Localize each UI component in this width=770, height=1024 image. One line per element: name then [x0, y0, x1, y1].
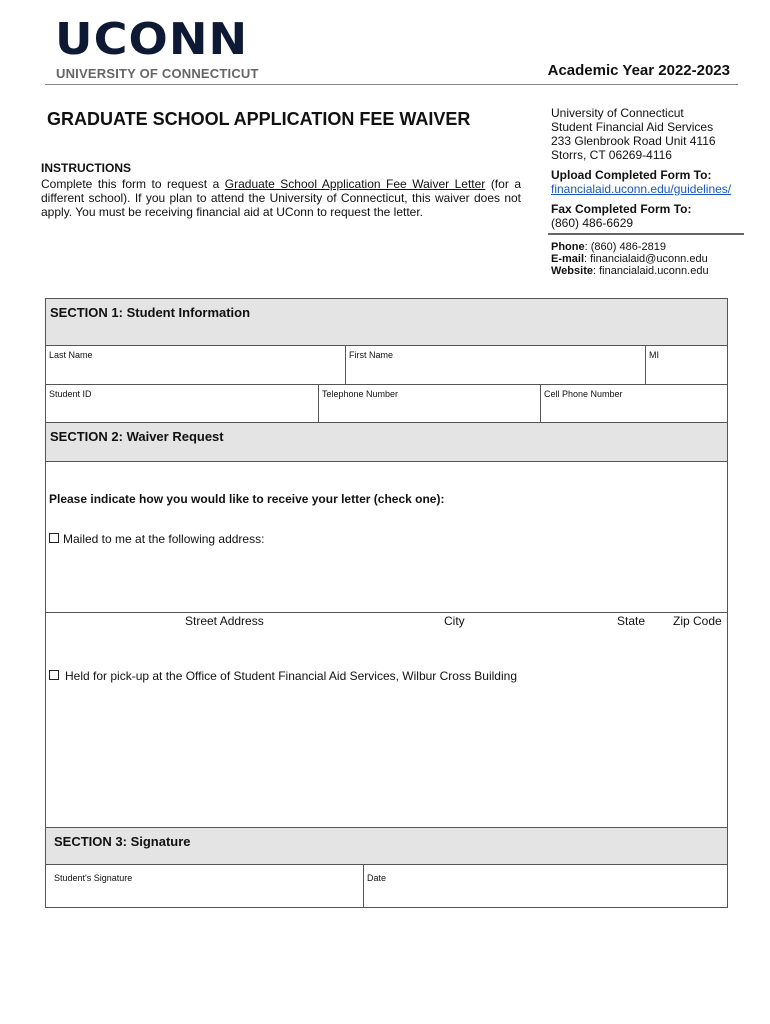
office-address	[551, 106, 731, 230]
address-line: Storrs, CT 06269-4116	[551, 148, 672, 162]
first-name-field[interactable]	[345, 345, 646, 385]
street-label: Street Address	[185, 614, 264, 628]
instr-text-2: (for a different school). If you plan to attend the University of Connecticut, this waiver does not apply. You must be receiving financial aid at UConn to request the letter.	[41, 177, 521, 219]
section3-title: SECTION 3: Signature	[54, 834, 191, 849]
fee-waiver-letter-link: Graduate School Application Fee Waiver Letter	[224, 177, 486, 191]
address-line: Student Financial Aid Services	[551, 120, 714, 134]
instr-text-1: Complete this form to request a	[41, 177, 225, 191]
contact-divider	[548, 233, 744, 235]
section2-header	[45, 422, 728, 462]
email-label: E-mail	[551, 253, 585, 265]
section3-header	[45, 827, 728, 865]
option-pickup-label: Held for pick-up at the Office of Student Financial Aid Services, Wilbur Cross Building	[65, 669, 517, 683]
field-label: Last Name	[49, 350, 93, 360]
phone-label: Phone	[551, 241, 585, 253]
fax-label: Fax Completed Form To:	[551, 202, 692, 216]
academic-year: Academic Year 2022-2023	[547, 62, 730, 79]
address-line: University of Connecticut	[551, 106, 684, 120]
field-label: Telephone Number	[322, 389, 399, 399]
page-title: GRADUATE SCHOOL APPLICATION FEE WAIVER	[47, 109, 471, 129]
option-mail[interactable]	[49, 532, 264, 546]
email: : financialaid@uconn.edu	[584, 253, 708, 265]
checkbox-icon[interactable]	[49, 533, 59, 543]
checkbox-icon[interactable]	[49, 670, 59, 680]
section1-header	[45, 298, 728, 346]
field-label: MI	[649, 350, 659, 360]
field-label: Student ID	[49, 389, 92, 399]
logo-subtitle: UNIVERSITY OF CONNECTICUT	[56, 66, 259, 81]
field-label: Cell Phone Number	[544, 389, 623, 399]
last-name-field[interactable]	[45, 345, 346, 385]
uconn-logo: UCONN	[55, 14, 249, 65]
date-field[interactable]	[363, 864, 728, 908]
header-divider	[45, 84, 738, 85]
student-id-field[interactable]	[45, 384, 319, 423]
cell-phone-field[interactable]	[540, 384, 728, 423]
option-mail-label: Mailed to me at the following address:	[63, 532, 265, 546]
website: : financialaid.uconn.edu	[592, 265, 709, 277]
instructions-text	[41, 177, 521, 219]
field-label: First Name	[349, 350, 394, 360]
section2-title: SECTION 2: Waiver Request	[50, 429, 224, 444]
section2-body	[45, 461, 728, 828]
receive-prompt: Please indicate how you would like to receive your letter (check one):	[49, 492, 445, 506]
address-line[interactable]	[45, 612, 728, 613]
telephone-field[interactable]	[318, 384, 541, 423]
instructions-heading: INSTRUCTIONS	[41, 161, 131, 175]
state-label: State	[617, 614, 646, 628]
address-line: 233 Glenbrook Road Unit 4116	[551, 134, 716, 148]
city-label: City	[444, 614, 465, 628]
field-label: Student's Signature	[54, 873, 133, 883]
field-label: Date	[367, 873, 387, 883]
upload-link[interactable]: financialaid.uconn.edu/guidelines/	[551, 182, 732, 196]
mi-field[interactable]	[645, 345, 728, 385]
section1-title: SECTION 1: Student Information	[50, 305, 251, 320]
contact-info	[551, 241, 709, 277]
fax-number: (860) 486-6629	[551, 216, 634, 230]
website-label: Website	[551, 265, 593, 277]
option-pickup[interactable]	[49, 669, 517, 683]
zip-label: Zip Code	[673, 614, 722, 628]
phone: : (860) 486-2819	[584, 241, 666, 253]
signature-field[interactable]	[45, 864, 364, 908]
upload-label: Upload Completed Form To:	[551, 168, 712, 182]
